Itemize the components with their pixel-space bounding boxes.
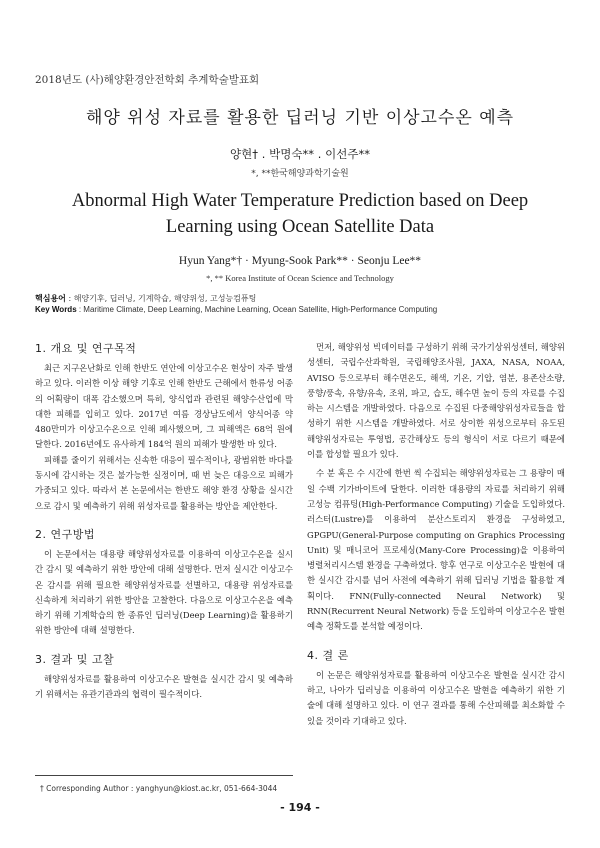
keywords-english-label: Key Words	[35, 305, 77, 314]
section-4-heading: 4. 결 론	[307, 648, 349, 662]
affiliation-english: *, ** Korea Institute of Ocean Science and Technology	[206, 273, 394, 283]
keywords-english-text: : Maritime Climate, Deep Learning, Machine Learning, Ocean Satellite, High-Performance Computing	[76, 305, 438, 314]
authors-english: Hyun Yang*† · Myung-Sook Park** · Seonju Lee**	[178, 255, 422, 267]
section-2-heading: 2. 연구방법	[35, 527, 95, 541]
conference-header: 2018년도 (사)해양환경안전학회 추계학술발표회	[35, 74, 260, 86]
keywords-english	[35, 305, 437, 314]
keywords-korean-label: 핵심용어	[35, 294, 66, 303]
footnote-corresponding-author: † Corresponding Author : yanghyun@kiost.ac.kr, 051-664-3044	[40, 784, 278, 793]
section-4-paragraph-1: 이 논문은 해양위성자료를 활용하여 이상고수온 발현을 실시간 감시하고, 나아가 딥러닝을 이용하여 이상고수온 발현을 예측하기 위한 기술에 대해 설명하고 있다. 이 연구 결과를 통해 수산피해를 최소화할 수 있을 것이라 기대하고 있다.	[307, 669, 565, 726]
section-1-heading: 1. 개요 및 연구목적	[35, 342, 137, 355]
section-1-paragraph-2: 피해를 줄이기 위해서는 신속한 대응이 필수적이나, 광범위한 바다를 동시에 감시하는 것은 불가능한 실정이며, 때 번 늦은 대응으로 피해가 가중되고 있다. 따라서 본 논문에서는 한반도 해양 환경 상황을 실시간으로 감시 및 예측하기 위해 위성자료를 활용하는 방안을 제안한다.	[35, 454, 293, 511]
footnote-divider	[35, 775, 293, 776]
title-english: Abnormal High Water Temperature Prediction based on Deep Learning using Ocean Satellite Data	[71, 191, 529, 237]
section-3-continued-paragraph-1: 먼저, 해양위성 빅데이터를 구성하기 위해 국가기상위성센터, 해양위성센터, 국립수산과학원, 국립해양조사원, JAXA, NASA, NOAA, AVISO 등으로부터 해수면온도, 해색, 기온, 기압, 염분, 용존산소량, 풍향/풍속, 유향/유속, 조위, 파고, 습도, 해수면 높이 등의 자료를 수집하는 시스템을 개발하였다. 다음으로 수집된 다중해양위성자료들을 합성하기 위한 시스템을 개발하였다. 서로 상이한 위성으로부터 유도된 해양위성자료는 투영법, 공간해상도 등의 형식이 서로 다르기 때문에 이를 합성할 필요가 있다.	[307, 342, 565, 460]
keywords-korean	[35, 293, 256, 304]
keywords-korean-text: : 해양기후, 딥러닝, 기계학습, 해양위성, 고성능컴퓨팅	[65, 294, 257, 303]
right-column	[307, 340, 565, 729]
authors-korean: 양현† ․ 박명숙** ․ 이선주**	[230, 147, 370, 161]
affiliation-korean: *, **한국해양과학기술원	[251, 169, 349, 179]
section-3-heading: 3. 결과 및 고찰	[35, 652, 115, 666]
section-2-paragraph-1: 이 논문에서는 대용량 해양위성자료를 이용하여 이상고수온을 실시간 감시 및 예측하기 위한 방안에 대해 설명한다. 먼저 실시간 이상고수온 감시를 위해 필요한 해양위성자료를 선별하고, 대용량 위성자료를 신속하게 처리하기 위한 방안을 고찰한다. 다음으로 이상고수온을 예측하기 위해 기계학습의 한 종류인 딥러닝(Deep Learning)을 활용하기 위한 방안에 대해 설명한다.	[35, 548, 293, 636]
section-1-paragraph-1: 최근 지구온난화로 인해 한반도 연안에 이상고수온 현상이 자주 발생하고 있다. 이러한 이상 해양 기후로 인해 한반도 근해에서 한류성 어종의 어획량이 대폭 감소했으며 특히, 양식업과 관련된 해양수산업에 막대한 피해를 입히고 있다. 2017년 여름 경상남도에서 양식어종 약 480만미가 이상고수온으로 인해 폐사했으며, 그 피해액은 68억 원에 달한다. 2016년에도 유사하게 184억 원의 피해가 발생한 바 있다.	[35, 363, 293, 450]
left-column	[35, 340, 293, 702]
title-korean: 해양 위성 자료를 활용한 딥러닝 기반 이상고수온 예측	[85, 108, 515, 128]
section-3-continued-paragraph-2: 수 분 혹은 수 시간에 한번 씩 수집되는 해양위성자료는 그 용량이 매일 수백 기가바이트에 달한다. 이러한 대용량의 자료를 처리하기 위해 고성능 컴퓨팅(High-Performance Computing) 기술을 도입하였다. 러스터(Lustre)를 이용하여 분산스토리지 환경을 구성하였고, GPGPU(General-Purpose computing on Graphics Processing Unit) 및 매니코어 프로세싱(Many-Core Processing)을 이용하여 병렬처리시스템 환경을 구축하였다. 향후 연구로 이상고수온 발현에 대한 실시간 감시를 넘어 사전에 예측하기 위해 딥러닝 기법을 활용할 계획이다. FNN(Fully-connected Neural Network) 및 RNN(Recurrent Neural Network) 등을 도입하여 이상고수온 발현 예측 정확도를 분석할 예정이다.	[307, 468, 566, 632]
page-number: - 194 -	[280, 801, 320, 814]
section-3-paragraph-1: 해양위성자료를 활용하여 이상고수온 발현을 실시간 감시 및 예측하기 위해서는 유관기관과의 협력이 필수적이다.	[35, 673, 293, 700]
